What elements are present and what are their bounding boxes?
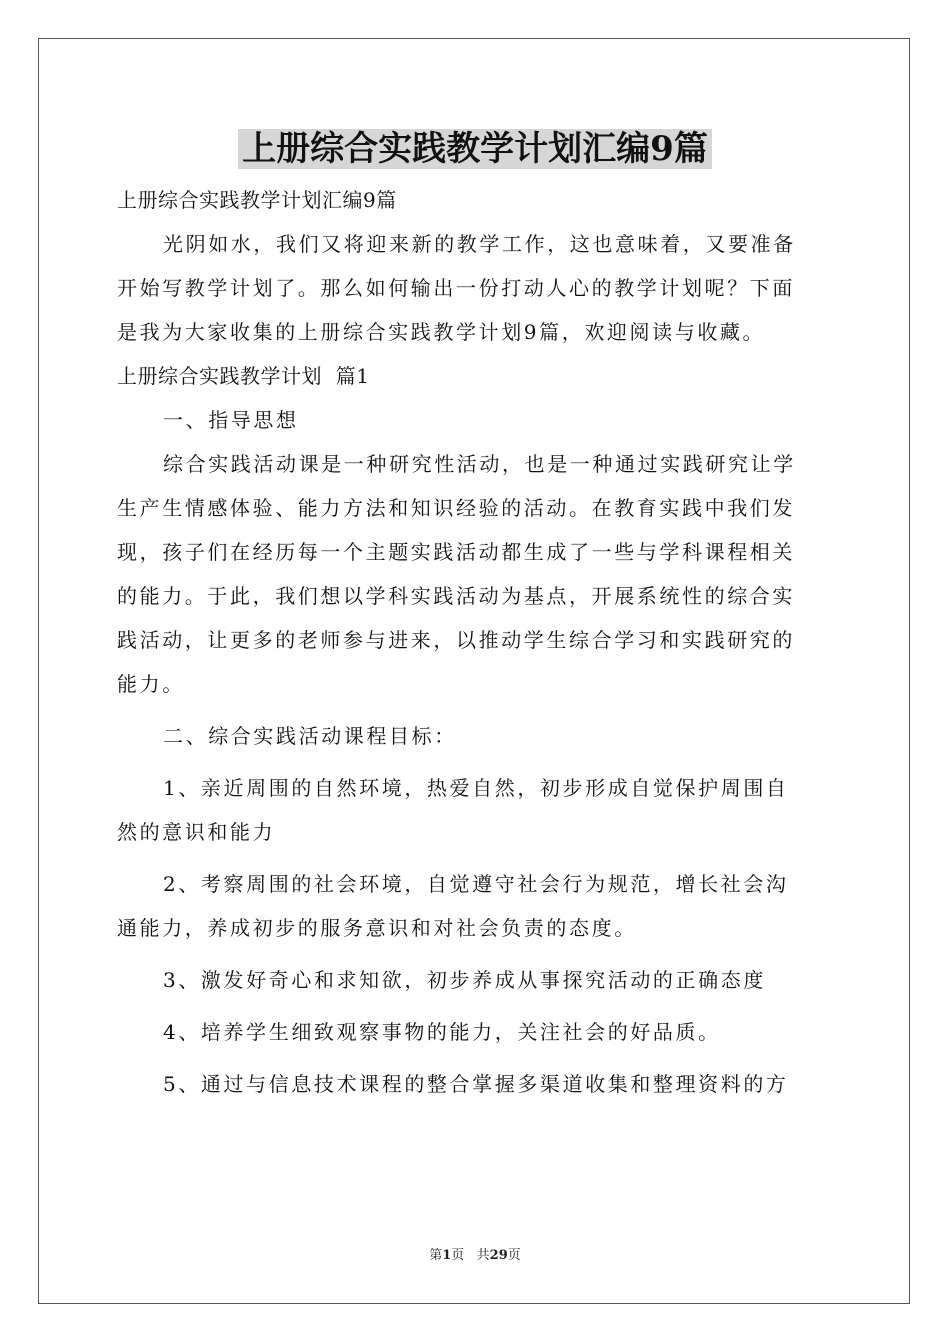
part1-line: 践活动，让更多的老师参与进来，以推动学生综合学习和实践研究的 bbox=[117, 628, 795, 652]
goal-line: 然的意识和能力 bbox=[117, 820, 276, 844]
page-total: 29 bbox=[489, 1248, 508, 1263]
document-subtitle: 上册综合实践教学计划汇编9篇 bbox=[117, 188, 397, 212]
goal-item bbox=[117, 862, 833, 950]
intro-line: 是我为大家收集的上册综合实践教学计划9篇，欢迎阅读与收藏。 bbox=[117, 320, 766, 344]
document-title bbox=[0, 126, 950, 172]
document-body bbox=[117, 178, 833, 1106]
goal-item bbox=[117, 1010, 833, 1054]
page-mid: 页 共 bbox=[451, 1248, 490, 1263]
page-prefix: 第 bbox=[429, 1248, 443, 1263]
part1-line: 现，孩子们在经历每一个主题实践活动都生成了一些与学科课程相关 bbox=[117, 540, 795, 564]
goal-line: 2、考察周围的社会环境，自觉遵守社会行为规范，增长社会沟 bbox=[163, 872, 789, 896]
page-footer bbox=[0, 1247, 950, 1265]
goal-item bbox=[117, 958, 833, 1002]
document-title-text: 上册综合实践教学计划汇编9篇 bbox=[238, 129, 712, 169]
part1-line: 的能力。于此，我们想以学科实践活动为基点，开展系统性的综合实 bbox=[117, 584, 795, 608]
goal-item bbox=[117, 1062, 833, 1106]
page-suffix: 页 bbox=[507, 1248, 521, 1263]
part1-line: 能力。 bbox=[117, 672, 185, 696]
part1-heading: 一、指导思想 bbox=[163, 408, 299, 432]
goal-line: 3、激发好奇心和求知欲，初步养成从事探究活动的正确态度 bbox=[163, 968, 766, 992]
section-heading: 上册综合实践教学计划 篇1 bbox=[117, 364, 370, 388]
intro-line: 光阴如水，我们又将迎来新的教学工作，这也意味着，又要准备 bbox=[163, 232, 796, 256]
part2-heading: 二、综合实践活动课程目标： bbox=[163, 724, 457, 748]
page-current: 1 bbox=[442, 1248, 452, 1263]
intro-line: 开始写教学计划了。那么如何输出一份打动人心的教学计划呢？下面 bbox=[117, 276, 795, 300]
part1-line: 生产生情感体验、能力方法和知识经验的活动。在教育实践中我们发 bbox=[117, 496, 795, 520]
goal-line: 1、亲近周围的自然环境，热爱自然，初步形成自觉保护周围自 bbox=[163, 776, 789, 800]
goal-line: 5、通过与信息技术课程的整合掌握多渠道收集和整理资料的方 bbox=[163, 1072, 789, 1096]
goal-line: 4、培养学生细致观察事物的能力，关注社会的好品质。 bbox=[163, 1020, 721, 1044]
goal-line: 通能力，养成初步的服务意识和对社会负责的态度。 bbox=[117, 916, 637, 940]
goal-item bbox=[117, 766, 833, 854]
part1-line: 综合实践活动课是一种研究性活动，也是一种通过实践研究让学 bbox=[163, 452, 796, 476]
part1-paragraph bbox=[117, 442, 833, 706]
intro-paragraph bbox=[117, 222, 833, 354]
